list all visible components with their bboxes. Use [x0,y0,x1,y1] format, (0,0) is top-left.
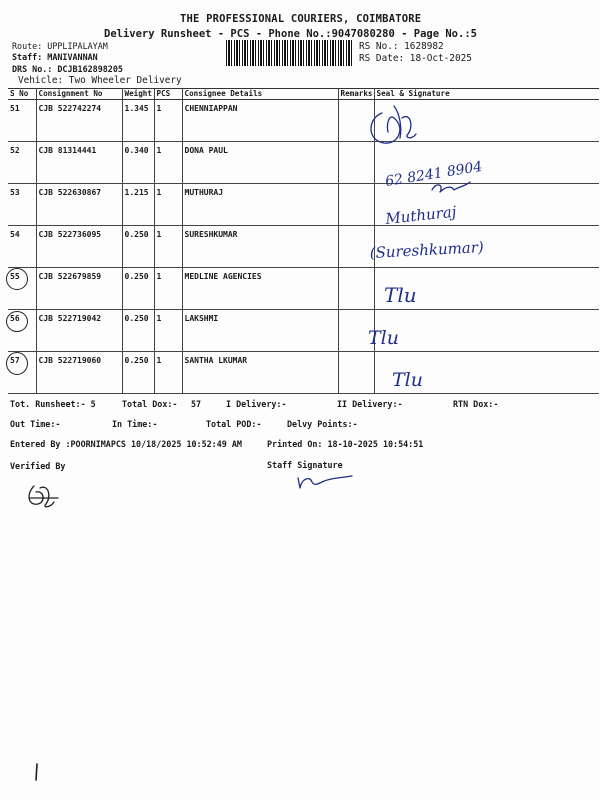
col-pcs: PCS [154,89,182,100]
i-delivery: I Delivery:- [226,399,287,409]
stray-mark [36,764,37,780]
signature-row57: Tlu [392,369,423,391]
dox-count: 57 [191,399,202,409]
consignee-cell: LAKSHMI [182,310,338,352]
consignment-cell: CJB 522742274 [36,100,122,142]
col-consignee: Consignee Details [182,89,338,100]
rtn-dox: RTN Dox:- [453,399,499,409]
sno-cell: 56 [8,310,36,352]
sno-cell: 57 [8,352,36,394]
rs-date: RS Date: 18-Oct-2025 [359,53,472,64]
col-sno: S No [8,89,36,100]
consignment-cell: CJB 522736095 [36,226,122,268]
weight-cell: 0.250 [122,352,154,394]
weight-cell: 0.250 [122,268,154,310]
rs-number: RS No.: 1628982 [359,41,444,52]
pcs-cell: 1 [154,142,182,184]
signature-row54: (Sureshkumar) [369,238,485,262]
pcs-cell: 1 [154,226,182,268]
consignment-cell: CJB 81314441 [36,142,122,184]
vehicle-label: Vehicle: Two Wheeler Delivery [18,75,182,86]
col-remarks: Remarks [338,89,374,100]
signature-row56: Tlu [368,327,399,349]
consignee-cell: MUTHURAJ [182,184,338,226]
tot-runsheet: Tot. Runsheet:- 5 [10,399,96,409]
consignment-cell: CJB 522679859 [36,268,122,310]
sno-cell: 53 [8,184,36,226]
phone-note: 62 8241 8904 [384,158,484,190]
consignee-cell: CHENNIAPPAN [182,100,338,142]
route-label: Route: UPPLIPALAYAM [12,41,108,51]
entered-by: Entered By :POORNIMAPCS 10/18/2025 10:52:49 AM [10,439,242,449]
drs-number: DRS No.: DCJB162898205 [12,64,123,74]
staff-label: Staff: MANIVANNAN [12,52,98,62]
in-time: In Time:- [112,419,158,429]
consignment-cell: CJB 522719042 [36,310,122,352]
verified-signature [29,486,58,507]
weight-cell: 0.340 [122,142,154,184]
staff-signature-scribble [298,476,352,488]
printed-on: Printed On: 18-10-2025 10:54:51 [267,439,424,449]
col-consignment: Consignment No [36,89,122,100]
consignment-cell: CJB 522630867 [36,184,122,226]
pcs-cell: 1 [154,184,182,226]
consignee-cell: DONA PAUL [182,142,338,184]
col-signature: Seal & Signature [376,89,450,98]
signature-scribble [371,106,416,143]
consignee-cell: SURESHKUMAR [182,226,338,268]
out-time: Out Time:- [10,419,61,429]
total-pod: Total POD:- [206,419,262,429]
signature-scribble [432,182,470,192]
signature-row55: Tlu [384,283,417,307]
total-dox-label: Total Dox:- [122,399,178,409]
delvy-points: Delvy Points:- [287,419,358,429]
sno-cell: 51 [8,100,36,142]
signature-row53: Muthuraj [384,202,458,228]
sno-cell: 54 [8,226,36,268]
weight-cell: 0.250 [122,226,154,268]
ii-delivery: II Delivery:- [337,399,403,409]
verified-by-label: Verified By [10,461,66,471]
pcs-cell: 1 [154,100,182,142]
sno-cell: 52 [8,142,36,184]
consignee-cell: MEDLINE AGENCIES [182,268,338,310]
weight-cell: 0.250 [122,310,154,352]
sno-cell: 55 [8,268,36,310]
runsheet-subtitle: Delivery Runsheet - PCS - Phone No.:9047080280 - Page No.:5 [104,28,477,40]
pcs-cell: 1 [154,310,182,352]
pcs-cell: 1 [154,352,182,394]
consignment-cell: CJB 522719060 [36,352,122,394]
weight-cell: 1.345 [122,100,154,142]
col-weight: Weight [122,89,154,100]
staff-signature-label: Staff Signature [267,460,343,470]
weight-cell: 1.215 [122,184,154,226]
consignee-cell: SANTHA LKUMAR [182,352,338,394]
company-title: THE PROFESSIONAL COURIERS, COIMBATORE [180,13,422,25]
pcs-cell: 1 [154,268,182,310]
